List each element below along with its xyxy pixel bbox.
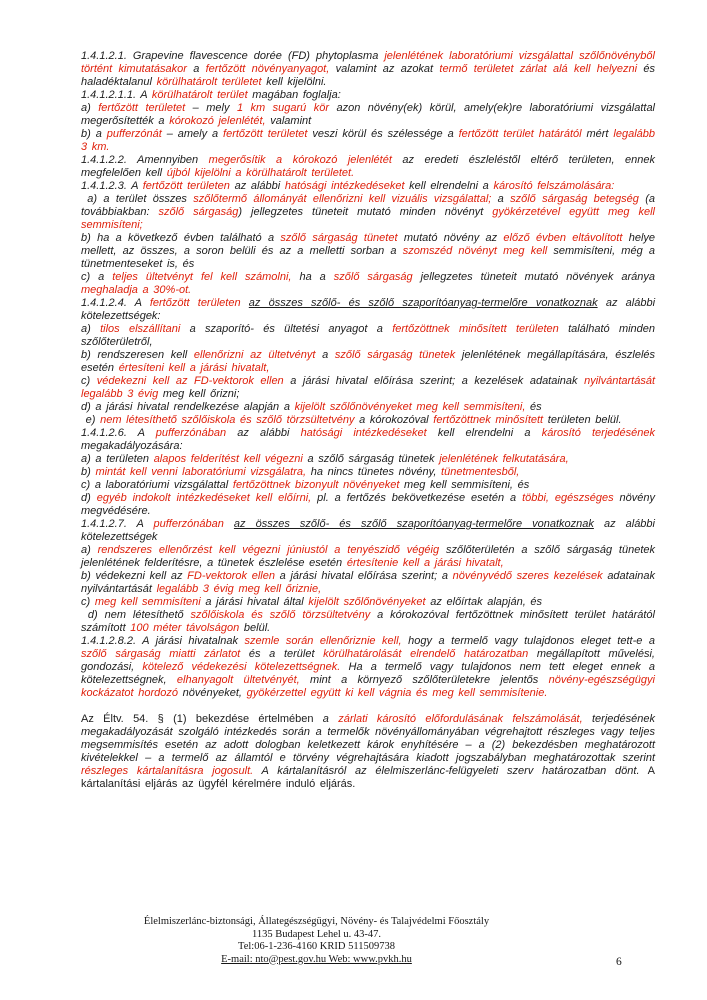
text-segment: növény megvédésére. bbox=[81, 492, 656, 517]
text-segment: az előírtak alapján, és bbox=[425, 596, 543, 608]
text-segment: növényeket, bbox=[178, 687, 247, 699]
red-text-segment: szőlő sárgaság miatti zárlatot bbox=[81, 648, 241, 660]
red-text-segment: szőlőtermő állományát ellenőrizni kell vizuális vizsgálattal; bbox=[193, 193, 492, 205]
red-text-segment: tünetmentesből, bbox=[441, 466, 520, 478]
text-segment: a) bbox=[81, 323, 101, 335]
text-segment: veszi körül és szélessége a bbox=[307, 128, 459, 140]
text-segment: mért bbox=[581, 128, 614, 140]
red-text-segment: körülhatárolását elrendelő határozatban bbox=[323, 648, 529, 660]
red-text-segment: szőlőiskola és szőlő törzsültetvény bbox=[190, 609, 371, 621]
red-text-segment: rendszeres ellenőrzést kell végezni júniustól a tenyészidő végéig bbox=[97, 544, 440, 556]
paragraph bbox=[81, 401, 655, 414]
text-segment: ha nincs tünetes növény, bbox=[306, 466, 442, 478]
paragraph bbox=[81, 297, 655, 323]
red-text-segment: nem létesíthető szőlőiskola és szőlő törzsültetvény bbox=[100, 414, 355, 426]
paragraph bbox=[81, 349, 655, 375]
red-text-segment: védekezni kell az FD-vektorok ellen bbox=[96, 375, 284, 387]
red-text-segment: pufferzónában bbox=[153, 518, 224, 530]
red-text-segment: szomszéd növényt meg kell bbox=[402, 245, 548, 257]
red-text-segment: károsító terjedésének bbox=[541, 427, 655, 439]
red-text-segment: kijelölt szőlőnövényeket meg kell semmisíteni, bbox=[294, 401, 526, 413]
red-text-segment: legalább 3 km. bbox=[81, 128, 655, 153]
paragraph bbox=[81, 375, 655, 401]
text-segment: megállapított művelési, gondozási, bbox=[81, 648, 655, 673]
text-segment: meg kell őrizni; bbox=[158, 388, 240, 400]
text-segment: a járási hivatal előírása szerint; a kezelések adatainak bbox=[283, 375, 585, 387]
paragraph bbox=[81, 466, 655, 479]
text-segment: a) a terület összes bbox=[81, 193, 194, 205]
red-text-segment: termő területet bbox=[439, 63, 514, 75]
text-segment bbox=[241, 297, 249, 309]
footer-email-link[interactable]: E-mail: nto@pest.gov.hu Web: www.pvkh.hu bbox=[221, 953, 412, 965]
paragraph bbox=[81, 323, 655, 349]
text-segment: található minden szőlőterületről, bbox=[81, 323, 656, 348]
text-segment: és a terület bbox=[240, 648, 324, 660]
footer-org-line: Élelmiszerlánc-biztonsági, Állategészségügyi, Növény- és Talajvédelmi Főosztály bbox=[143, 916, 490, 927]
text-segment: 1.4.1.2.8.2. A járási hivatalnak bbox=[81, 635, 245, 647]
text-segment: és bbox=[525, 401, 542, 413]
text-segment: A kártalanításról az élelmiszerlánc-felügyeleti szerv határozatban dönt. bbox=[253, 765, 640, 777]
red-text-segment: szőlő sárgaság tünetet bbox=[280, 232, 398, 244]
red-text-segment: károsító felszámolására: bbox=[493, 180, 615, 192]
red-text-segment: gyökérzetével együtt meg kell semmisíteni; bbox=[81, 206, 655, 231]
text-segment: szőlőterületén a szőlő sárgaság tünetek jelenlétének felderítésre, a tünetek észlelése esetén bbox=[81, 544, 656, 569]
underlined-text-segment: az összes szőlő- és szőlő szaporítóanyag-termelőre vonatkoznak bbox=[248, 297, 598, 309]
text-segment: azon növény(ek) körül, amely(ek)re laboratóriumi vizsgálattal megerősítették a bbox=[81, 102, 656, 127]
text-segment: a) a területen bbox=[81, 453, 154, 465]
text-segment: helye mellett, az összes, a soron belüli és az a melletti sorban a bbox=[81, 232, 656, 257]
paragraph bbox=[81, 89, 655, 102]
underlined-text-segment: az összes szőlő- és szőlő szaporítóanyag-termelőre vonatkoznak bbox=[233, 518, 594, 530]
text-segment: 1.4.1.2.3. A bbox=[81, 180, 143, 192]
red-text-segment: fertőzött terület határától bbox=[458, 128, 582, 140]
footer-phone-line: Tel:06-1-236-4160 KRID 511509738 bbox=[238, 941, 395, 952]
red-text-segment: szőlő sárgaság bbox=[158, 206, 239, 218]
text-segment: az eredeti észleléstől eltérő területen, ennek megfelelően kell bbox=[81, 154, 655, 179]
text-segment: hogy a termelő vagy tulajdonos eleget tett-e a bbox=[401, 635, 655, 647]
red-text-segment: pufferzónát bbox=[106, 128, 162, 140]
text-segment: d) bbox=[81, 492, 97, 504]
red-text-segment: körülhatárolt terület bbox=[151, 89, 248, 101]
paragraph bbox=[81, 479, 655, 492]
text-segment: 1.4.1.2.4. A bbox=[81, 297, 150, 309]
red-text-segment: hatósági intézkedéseket bbox=[300, 427, 427, 439]
text-segment: b) a bbox=[81, 128, 107, 140]
text-segment: Az Éltv. 54. § (1) bekezdése értelmében bbox=[81, 713, 323, 725]
text-segment: az alábbi kötelezettségek: bbox=[81, 297, 656, 322]
text-segment: pl. a fertőzés bekövetkezése esetén a bbox=[311, 492, 523, 504]
red-text-segment: ellenőrizni az ültetvényt bbox=[193, 349, 316, 361]
text-segment: magában foglalja: bbox=[247, 89, 341, 101]
text-segment: b) rendszeresen kell bbox=[81, 349, 194, 361]
red-text-segment: értesíteni kell a járási hivatalt, bbox=[118, 362, 270, 374]
red-text-segment: elhanyagolt ültetvényét, bbox=[176, 674, 300, 686]
red-text-segment: legalább 3 évig meg kell őriznie, bbox=[156, 583, 322, 595]
red-text-segment: 100 méter távolságon bbox=[130, 622, 240, 634]
text-segment: megakadályozására: bbox=[81, 440, 183, 452]
paragraph bbox=[81, 713, 655, 791]
red-text-segment: újból kijelölni a körülhatárolt területet. bbox=[166, 167, 355, 179]
text-segment: a járási hivatal előírása szerint; a bbox=[274, 570, 453, 582]
text-segment: d) nem létesíthető bbox=[81, 609, 191, 621]
paragraph bbox=[81, 570, 655, 596]
paragraph bbox=[81, 128, 655, 154]
text-segment: valamint bbox=[265, 115, 312, 127]
red-text-segment: fertőzött területet bbox=[98, 102, 186, 114]
paragraph bbox=[81, 609, 655, 635]
text-segment: a kórokozóval bbox=[354, 414, 434, 426]
paragraph bbox=[81, 232, 655, 271]
text-segment: c) a laboratóriumi vizsgálattal bbox=[81, 479, 233, 491]
footer bbox=[0, 916, 633, 966]
paragraph bbox=[81, 102, 655, 128]
paragraph bbox=[81, 180, 655, 193]
red-text-segment: tilos elszállítani bbox=[100, 323, 181, 335]
red-text-segment: egyéb indokolt intézkedéseket kell előírni, bbox=[96, 492, 312, 504]
text-segment: b) ha a következő évben található a bbox=[81, 232, 281, 244]
text-segment: b) védekezni kell az bbox=[81, 570, 188, 582]
text-segment: jelenlétének megállapítására, észlelés esetén bbox=[81, 349, 656, 374]
text-segment: az alábbi kötelezettségek bbox=[81, 518, 655, 543]
red-text-segment: FD-vektorok ellen bbox=[187, 570, 275, 582]
text-segment: a kórokozóval fertőzöttnek minősített terület határától számított bbox=[81, 609, 655, 634]
text-segment: b) bbox=[81, 466, 96, 478]
red-text-segment: fertőzött növényanyagot, bbox=[205, 63, 330, 75]
red-text-segment: mintát kell venni laboratóriumi vizsgálatra, bbox=[95, 466, 307, 478]
red-text-segment: pufferzónában bbox=[155, 427, 227, 439]
text-segment: a bbox=[315, 349, 335, 361]
text-segment: ) jellegzetes tüneteit mutató minden növényt bbox=[238, 206, 493, 218]
text-segment: jellegzetes tüneteit mutató növények aránya bbox=[412, 271, 655, 283]
text-segment: (a továbbiakban: bbox=[81, 193, 655, 218]
red-text-segment: gyökérzettel együtt ki kell vágnia és meg kell semmisítenie. bbox=[246, 687, 548, 699]
text-segment: az alábbi bbox=[229, 180, 285, 192]
text-segment: kell elrendelni a bbox=[426, 427, 542, 439]
text-segment: a) bbox=[81, 544, 98, 556]
text-segment: 1.4.1.2.1.1. A bbox=[81, 89, 152, 101]
text-segment: 1.4.1.2.6. A bbox=[81, 427, 156, 439]
red-text-segment: részleges kártalanításra jogosult. bbox=[81, 765, 254, 777]
text-segment: a szaporító- és ültetési anyagot a bbox=[180, 323, 393, 335]
red-text-segment: teljes ültetvényt fel kell számolni, bbox=[112, 271, 292, 283]
red-text-segment: zárlat alá kell helyezni bbox=[519, 63, 638, 75]
text-segment: c) bbox=[81, 375, 97, 387]
text-segment: 1.4.1.2.1. Grapevine flavescence dorée (FD) phytoplasma bbox=[81, 50, 385, 62]
red-text-segment: kötelező védekezési kötelezettségnek. bbox=[142, 661, 341, 673]
text-segment: – amely a bbox=[161, 128, 224, 140]
text-segment: és haladéktalanul bbox=[81, 63, 655, 88]
red-text-segment: növényvédő szeres kezelések bbox=[452, 570, 603, 582]
red-text-segment: alapos felderítést kell végezni bbox=[153, 453, 303, 465]
paragraph bbox=[81, 635, 655, 700]
red-text-segment: fertőzöttnek minősített területen bbox=[392, 323, 559, 335]
text-segment: belül. bbox=[239, 622, 271, 634]
text-segment: kell elrendelni a bbox=[404, 180, 494, 192]
red-text-segment: jelenlétének laboratóriumi vizsgálattal bbox=[384, 50, 574, 62]
paragraph bbox=[81, 271, 655, 297]
footer-address-line: 1135 Budapest Lehel u. 43-47. bbox=[251, 928, 382, 940]
text-segment: terjedésének megakadályozását szolgáló intézkedés során a termelők növényállományában végrehajtott részleges vagy teljes megsemmisítés esetén az adott dologban keletkezett károk enyhítésére – a (2) bekezdésben meghatározott kivételekkel – a termelő az államtól e törvény végrehajtására kiadott jogszabályban meghatározottak szerint bbox=[81, 713, 655, 764]
red-text-segment: szőlő sárgaság betegség bbox=[510, 193, 639, 205]
paragraph bbox=[81, 50, 655, 89]
paragraph bbox=[81, 414, 655, 427]
red-text-segment: fertőzöttnek bizonyult növényeket bbox=[232, 479, 400, 491]
text-segment: Ha a termelő vagy tulajdonos nem tett eleget ennek a kötelezettségnek, bbox=[81, 661, 655, 686]
text-segment: mint a környező szőlőterületekre jelentős bbox=[299, 674, 549, 686]
paragraph bbox=[81, 193, 655, 232]
text-segment: kell kijelölni. bbox=[261, 76, 327, 88]
paragraph bbox=[81, 453, 655, 466]
paragraph bbox=[81, 596, 655, 609]
red-text-segment: meg kell semmisíteni bbox=[94, 596, 201, 608]
text-segment: a bbox=[186, 63, 206, 75]
red-text-segment: többi, egészséges bbox=[522, 492, 614, 504]
text-segment: adatainak nyilvántartását bbox=[81, 570, 656, 595]
red-text-segment: jelenlétének felkutatására, bbox=[439, 453, 569, 465]
red-text-segment: fertőzött területet bbox=[223, 128, 308, 140]
red-text-segment: zárlati károsító előfordulásának felszámolását, bbox=[338, 713, 583, 725]
red-text-segment: szőlő sárgaság bbox=[333, 271, 413, 283]
text-segment: d) a járási hivatal rendelkezése alapján a bbox=[81, 401, 295, 413]
red-text-segment: szemle során ellenőriznie kell, bbox=[244, 635, 402, 647]
text-segment: valamint az azokat bbox=[329, 63, 440, 75]
document-body bbox=[81, 50, 655, 791]
text-segment: mutató növény az bbox=[397, 232, 504, 244]
paragraph bbox=[81, 544, 655, 570]
text-segment: a bbox=[322, 713, 339, 725]
text-segment: területen belül. bbox=[543, 414, 622, 426]
paragraph bbox=[81, 492, 655, 518]
red-text-segment: fertőzött területen bbox=[149, 297, 241, 309]
text-segment: c) bbox=[81, 596, 95, 608]
text-segment: e) bbox=[81, 414, 101, 426]
red-text-segment: hatósági intézkedéseket bbox=[284, 180, 405, 192]
red-text-segment: nyilvántartását legalább 3 évig bbox=[81, 375, 656, 400]
text-segment: a járási hivatal által bbox=[200, 596, 309, 608]
text-segment: A kártalanítási eljárás az ügyfél kérelmére induló eljárás. bbox=[81, 765, 656, 790]
text-segment: a bbox=[491, 193, 511, 205]
red-text-segment: előző évben eltávolított bbox=[503, 232, 623, 244]
text-segment: c) a bbox=[81, 271, 113, 283]
red-text-segment: szőlőnövényből történt kimutatásakor bbox=[81, 50, 655, 75]
paragraph bbox=[81, 154, 655, 180]
page-number: 6 bbox=[616, 956, 622, 968]
text-segment: semmisíteni, még a tünetmenteseket is, és bbox=[81, 245, 655, 270]
red-text-segment: meghaladja a 30%-ot. bbox=[81, 284, 192, 296]
text-segment: meg kell semmisíteni, és bbox=[399, 479, 530, 491]
text-segment: 1.4.1.2.2. Amennyiben bbox=[81, 154, 209, 166]
red-text-segment: kijelölt szőlőnövényeket bbox=[308, 596, 426, 608]
red-text-segment: fertőzöttnek minősített bbox=[433, 414, 544, 426]
red-text-segment: körülhatárolt területet bbox=[156, 76, 262, 88]
text-segment: a szőlő sárgaság tünetek bbox=[302, 453, 440, 465]
paragraph bbox=[81, 518, 655, 544]
red-text-segment: szőlő sárgaság tünetek bbox=[334, 349, 456, 361]
text-segment: – mely bbox=[185, 102, 237, 114]
text-segment: ha a bbox=[291, 271, 334, 283]
red-text-segment: megerősítik a kórokozó jelenlétét bbox=[208, 154, 392, 166]
text-segment bbox=[224, 518, 234, 530]
red-text-segment: növény-egészségügyi kockázatot hordozó bbox=[81, 674, 655, 699]
red-text-segment: fertőzött területen bbox=[142, 180, 230, 192]
text-segment: az alábbi bbox=[226, 427, 301, 439]
paragraph bbox=[81, 427, 655, 453]
red-text-segment: kórokozó jelenlétét, bbox=[169, 115, 266, 127]
text-segment: 1.4.1.2.7. A bbox=[81, 518, 154, 530]
red-text-segment: 1 km sugarú kör bbox=[236, 102, 330, 114]
text-segment: a) bbox=[81, 102, 99, 114]
red-text-segment: értesítenie kell a járási hivatalt, bbox=[346, 557, 504, 569]
